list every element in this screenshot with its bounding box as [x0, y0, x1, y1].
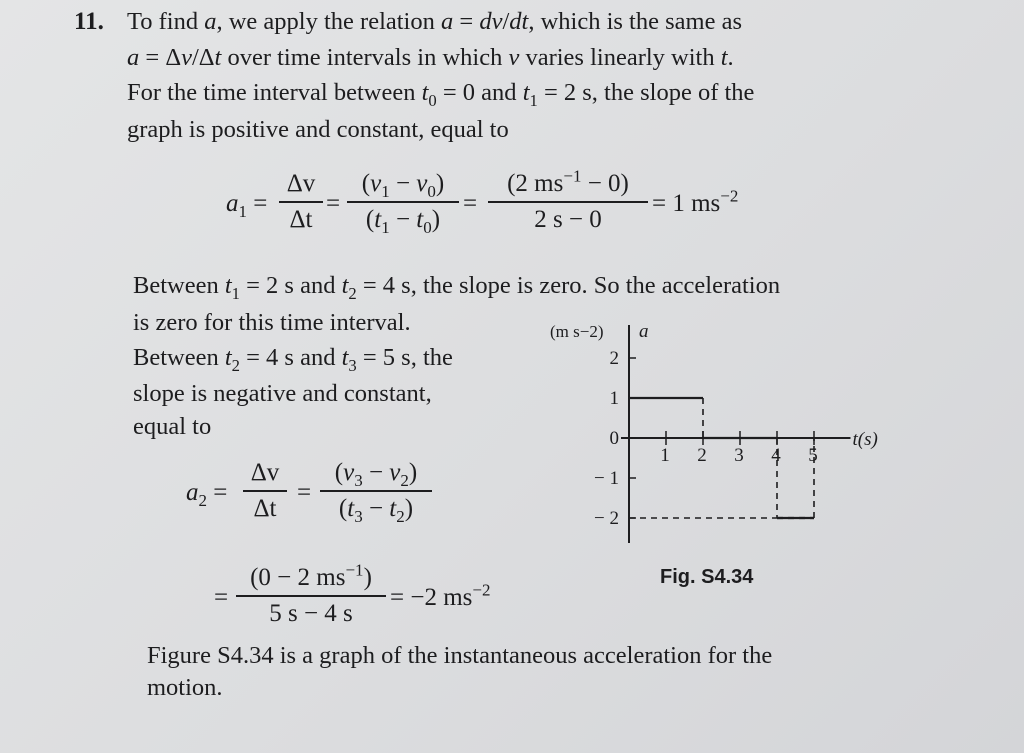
- eq3-num: (0 − 2 $ms^{-1}$): [250, 560, 372, 591]
- intro-line-1: To find a, we apply the relation a = dv/dt, which is the same as: [127, 8, 742, 35]
- eq1-fraction-1: [279, 168, 323, 236]
- eq3-den: 5 s − 4 s: [269, 600, 353, 627]
- eq1-lhs: $a_1$ =: [226, 190, 268, 221]
- y-tick-label: 1: [609, 388, 619, 409]
- y-tick-label: 2: [609, 348, 619, 369]
- x-tick-label: 4: [771, 445, 781, 466]
- eq3-fraction: [236, 562, 386, 630]
- eq2-f2-den: $(t_3 - t_2)$: [338, 495, 414, 526]
- eq2-f1-num: Δv: [250, 459, 280, 486]
- y-tick-label: 0: [609, 428, 619, 449]
- closing-line-1: Figure S4.34 is a graph of the instantaneous acceleration for the: [147, 642, 773, 669]
- y-axis-variable: a: [639, 321, 649, 342]
- y-axis-unit: (m s−2): [550, 322, 604, 341]
- eq1-f3-num: (2 $ms^{-1} - 0$): [507, 166, 629, 197]
- eq1-f2-num: $(v_1 - v_0)$: [361, 170, 445, 201]
- eq2-f2-num: $(v_3 - v_2)$: [334, 459, 418, 490]
- eq1-result: = 1 $ms^{-2}$: [652, 186, 739, 217]
- mid-line-5: equal to: [133, 413, 212, 440]
- intro-line-2: a = Δv/Δt over time intervals in which v varies linearly with t.: [127, 44, 734, 71]
- y-tick-label: − 1: [594, 468, 619, 489]
- eq1-f2-den: $(t_1 - t_0)$: [365, 206, 441, 237]
- x-tick-label: 1: [660, 445, 670, 466]
- eq2-fraction-1: [243, 457, 287, 525]
- intro-line-4: graph is positive and constant, equal to: [127, 116, 509, 143]
- figure-caption: Fig. S4.34: [660, 566, 754, 588]
- eq1-fraction-2: [347, 168, 459, 236]
- mid-line-2: is zero for this time interval.: [133, 309, 411, 336]
- mid-line-1: Between $t_1 = 2$ s and $t_2 = 4$ s, the slope is zero. So the acceleration: [133, 272, 781, 303]
- mid-line-3: Between $t_2 = 4$ s and $t_3 = 5$ s, the: [133, 344, 453, 375]
- eq2-fraction-2: [320, 457, 432, 525]
- closing-line-2: motion.: [147, 674, 223, 701]
- eq1-f1-num: Δv: [286, 170, 316, 197]
- mid-line-4: slope is negative and constant,: [133, 380, 432, 407]
- eq1-fraction-3: [488, 168, 648, 236]
- intro-line-3: For the time interval between $t_0 = 0$ and $t_1 = 2$ s, the slope of the: [127, 79, 755, 110]
- problem-number: 11.: [74, 8, 104, 35]
- acceleration-graph: [540, 315, 920, 555]
- eq2-f1-den: Δt: [253, 495, 277, 522]
- eq1-f1-den: Δt: [289, 206, 313, 233]
- eq3-result: = −2 $ms^{-2}$: [390, 580, 491, 611]
- eq1-f3-den: 2 s − 0: [534, 206, 602, 233]
- y-tick-label: − 2: [594, 508, 619, 529]
- x-tick-label: 3: [734, 445, 744, 466]
- x-tick-label: 5: [808, 445, 818, 466]
- eq2-lhs: $a_2$ =: [186, 479, 228, 510]
- x-tick-label: 2: [697, 445, 707, 466]
- x-axis-label: t(s): [852, 429, 878, 450]
